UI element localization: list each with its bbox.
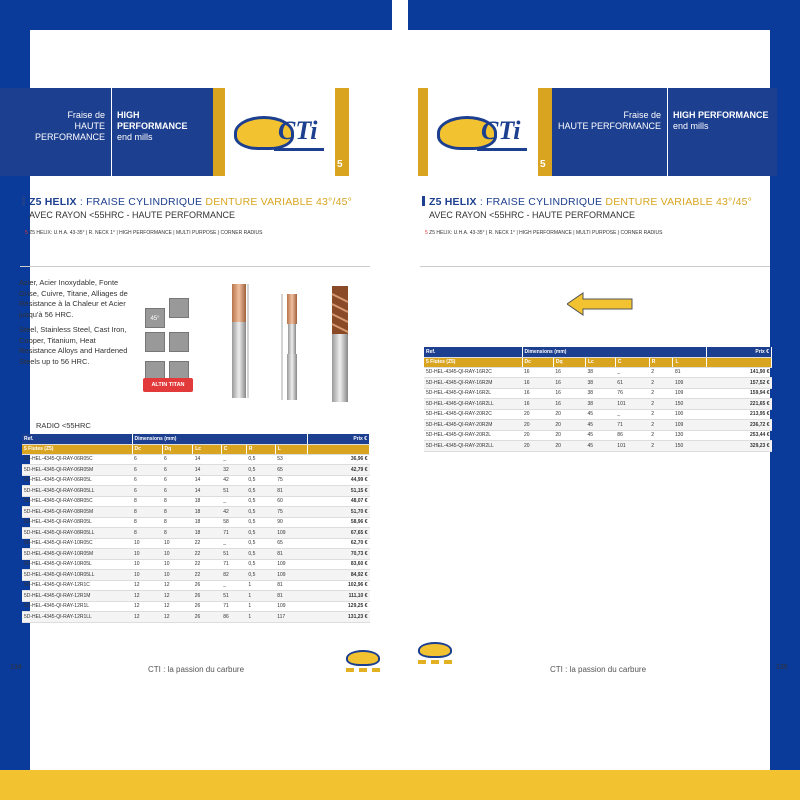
footer-slogan-right: CTI : la passion du carbure (550, 665, 647, 674)
cell-dc: 16 (522, 378, 553, 389)
product-title: Z5 HELIX : FRAISE CYLINDRIQUE DENTURE VARIABLE 43°/45° (422, 196, 752, 208)
cell-r: 0,5 (246, 465, 275, 476)
cell-r: 2 (649, 399, 673, 410)
cell-lc: 45 (585, 420, 615, 431)
table-row (22, 507, 370, 518)
material-description-fr: Acier, Acier Inoxydable, Fonte Grise, Cuivre, Titane, Alliages de Résistance à la Chaleur et Acier jusqu'à 56 HRC. (19, 278, 128, 319)
cell-dc: 20 (522, 430, 553, 441)
cell-ref: 5D-HEL-4345-QI-RAY-16R2L (424, 388, 522, 399)
logo: CTi (225, 88, 335, 176)
cell-price: 129,25 € (308, 601, 370, 612)
cell-dq: 16 (553, 399, 585, 410)
cell-price: 157,52 € (707, 378, 772, 389)
cell-ref: 5D-HEL-4345-QI-RAY-10R05M (22, 549, 132, 560)
cell-dq: 20 (553, 420, 585, 431)
cell-dc: 12 (132, 612, 162, 623)
cell-dq: 10 (162, 549, 193, 560)
table-row (22, 538, 370, 549)
product-title: Z5 HELIX : FRAISE CYLINDRIQUE DENTURE VARIABLE 43°/45° (22, 196, 352, 208)
cell-l: 53 (275, 454, 307, 465)
cell-lc: 26 (193, 580, 222, 591)
end-mill-2-icon (282, 294, 297, 400)
cell-ref: 5D-HEL-4345-QI-RAY-12R1LL (22, 612, 132, 623)
cell-ref: 5D-HEL-4345-QI-RAY-06R05L (22, 475, 132, 486)
cell-dq: 10 (162, 570, 193, 581)
cell-lc: 38 (585, 378, 615, 389)
cell-c: 76 (615, 388, 649, 399)
cell-ref: 5D-HEL-4345-QI-RAY-08R05L (22, 517, 132, 528)
material-icons (143, 296, 193, 388)
cell-lc: 45 (585, 409, 615, 420)
cell-l: 109 (275, 528, 307, 539)
cell-ref: 5D-HEL-4345-QI-RAY-20R2L (424, 430, 522, 441)
cell-l: 109 (275, 570, 307, 581)
cell-r: 0,5 (246, 528, 275, 539)
table-row (22, 601, 370, 612)
table-row (22, 591, 370, 602)
cell-c: 86 (615, 430, 649, 441)
cell-lc: 26 (193, 591, 222, 602)
cell-price: 83,60 € (308, 559, 370, 570)
cell-dq: 16 (553, 378, 585, 389)
cell-lc: 18 (193, 507, 222, 518)
cell-lc: 14 (193, 486, 222, 497)
cell-l: 75 (275, 507, 307, 518)
cell-ref: 5D-HEL-4345-QI-RAY-12R1C (22, 580, 132, 591)
cell-ref: 5D-HEL-4345-QI-RAY-08R05M (22, 507, 132, 518)
cell-dq: 10 (162, 559, 193, 570)
cell-dc: 6 (132, 465, 162, 476)
cell-dq: 8 (162, 507, 193, 518)
cell-r: 0,5 (246, 549, 275, 560)
cell-dq: 12 (162, 601, 193, 612)
frame-bottom-band (0, 770, 800, 800)
header-en: HIGH PERFORMANCE end mills (116, 110, 188, 142)
cell-dq: 20 (553, 409, 585, 420)
cell-ref: 5D-HEL-4345-QI-RAY-16R2C (424, 367, 522, 378)
right-header (418, 88, 777, 176)
cell-dq: 12 (162, 591, 193, 602)
cell-lc: 38 (585, 388, 615, 399)
cell-lc: 14 (193, 465, 222, 476)
cell-lc: 22 (193, 538, 222, 549)
cell-dc: 10 (132, 538, 162, 549)
left-product-table (22, 434, 370, 623)
product-tags: 5 Z5 HELIX: U.H.A. 43-35° | R. NECK 1° | HIGH PERFORMANCE | MULTI PURPOSE | CORNER RADIUS (25, 230, 263, 236)
section-tab (213, 88, 225, 176)
cell-dc: 6 (132, 475, 162, 486)
cell-c: 51 (221, 591, 246, 602)
cell-ref: 5D-HEL-4345-QI-RAY-16R2M (424, 378, 522, 389)
right-product-table (424, 347, 772, 452)
footer-slogan-left: CTI : la passion du carbure (148, 665, 245, 674)
cell-ref: 5D-HEL-4345-QI-RAY-06R05LL (22, 486, 132, 497)
cell-dc: 16 (522, 388, 553, 399)
cell-dc: 12 (132, 580, 162, 591)
cell-ref: 5D-HEL-4345-QI-RAY-20R2C (424, 409, 522, 420)
cell-l: 109 (673, 388, 707, 399)
table-row (424, 399, 772, 410)
cell-price: 159,94 € (707, 388, 772, 399)
table-row (424, 378, 772, 389)
cell-price: 111,10 € (308, 591, 370, 602)
cell-price: 67,65 € (308, 528, 370, 539)
cell-r: 0,5 (246, 454, 275, 465)
cell-c: 71 (615, 420, 649, 431)
table-row (22, 528, 370, 539)
cell-r: 0,5 (246, 570, 275, 581)
coating-badge: ALTIN TITAN (143, 378, 193, 392)
cell-ref: 5D-HEL-4345-QI-RAY-12R1M (22, 591, 132, 602)
table-row (22, 570, 370, 581)
cell-r: 0,5 (246, 475, 275, 486)
cell-r: 2 (649, 378, 673, 389)
cell-dq: 8 (162, 517, 193, 528)
cell-l: 81 (275, 486, 307, 497)
cell-dq: 20 (553, 441, 585, 452)
cell-c: 58 (221, 517, 246, 528)
cell-ref: 5D-HEL-4345-QI-RAY-08R05C (22, 496, 132, 507)
cell-dc: 12 (132, 601, 162, 612)
left-arrow-icon (567, 292, 633, 316)
cell-dq: 8 (162, 496, 193, 507)
cell-c: _ (221, 538, 246, 549)
cell-c: 32 (221, 465, 246, 476)
table-row (22, 475, 370, 486)
left-header (0, 88, 349, 176)
cell-price: 70,73 € (308, 549, 370, 560)
cell-dc: 10 (132, 549, 162, 560)
cell-lc: 18 (193, 517, 222, 528)
section-number: 5 (540, 159, 546, 170)
cell-price: 42,79 € (308, 465, 370, 476)
cell-l: 81 (275, 591, 307, 602)
cell-l: 100 (673, 409, 707, 420)
header-fr: Fraise de HAUTE PERFORMANCE (0, 88, 112, 176)
table-header-row: Ref. Dimensions (mm) Prix € (22, 434, 370, 444)
table-header-row: Ref. Dimensions (mm) Prix € (424, 347, 772, 357)
cell-ref: 5D-HEL-4345-QI-RAY-10R05LL (22, 570, 132, 581)
table-row (424, 430, 772, 441)
table-row (22, 549, 370, 560)
cell-l: 109 (275, 601, 307, 612)
cell-l: 109 (673, 378, 707, 389)
cell-l: 65 (275, 465, 307, 476)
logo: CTi (428, 88, 538, 176)
cell-lc: 38 (585, 367, 615, 378)
cell-c: 101 (615, 441, 649, 452)
cell-r: 0,5 (246, 538, 275, 549)
cell-c: 51 (221, 486, 246, 497)
cell-r: 2 (649, 367, 673, 378)
table-row (22, 496, 370, 507)
cell-dq: 6 (162, 465, 193, 476)
cell-r: 1 (246, 612, 275, 623)
cell-lc: 45 (585, 430, 615, 441)
table-subheader-row: 5 Flutes (Z5) Dc Dq Lc C R L (22, 444, 370, 454)
separator (420, 266, 770, 267)
cell-l: 109 (673, 420, 707, 431)
cell-c: 51 (221, 549, 246, 560)
cell-dq: 12 (162, 580, 193, 591)
cell-dq: 10 (162, 538, 193, 549)
cell-dc: 10 (132, 570, 162, 581)
slotting-icon (169, 332, 189, 352)
cell-r: 2 (649, 409, 673, 420)
cell-r: 1 (246, 591, 275, 602)
cell-dc: 8 (132, 528, 162, 539)
table-row (22, 580, 370, 591)
cell-c: 71 (221, 528, 246, 539)
table-subheader-row: 5 Flutes (Z5) Dc Dq Lc C R L (424, 357, 772, 367)
cell-lc: 14 (193, 475, 222, 486)
product-tags: 5 Z5 HELIX: U.H.A. 43-35° | R. NECK 1° | HIGH PERFORMANCE | MULTI PURPOSE | CORNER RADIUS (425, 230, 663, 236)
cell-dq: 6 (162, 454, 193, 465)
cell-l: 150 (673, 441, 707, 452)
cell-r: 2 (649, 430, 673, 441)
section-number-tab (335, 88, 349, 176)
cell-c: _ (221, 496, 246, 507)
cell-lc: 18 (193, 528, 222, 539)
cell-lc: 26 (193, 612, 222, 623)
table-row (22, 517, 370, 528)
cell-price: 253,44 € (707, 430, 772, 441)
header-en: HIGH PERFORMANCE end mills (673, 110, 769, 131)
cell-l: 81 (275, 580, 307, 591)
cell-price: 36,96 € (308, 454, 370, 465)
cell-price: 236,72 € (707, 420, 772, 431)
cell-price: 44,99 € (308, 475, 370, 486)
cell-lc: 18 (193, 496, 222, 507)
cell-r: 0,5 (246, 507, 275, 518)
cell-price: 84,92 € (308, 570, 370, 581)
cell-ref: 5D-HEL-4345-QI-RAY-20R2LL (424, 441, 522, 452)
cell-dc: 6 (132, 454, 162, 465)
cell-lc: 22 (193, 559, 222, 570)
cell-dc: 16 (522, 367, 553, 378)
table-row (22, 612, 370, 623)
cell-lc: 14 (193, 454, 222, 465)
cell-dq: 12 (162, 612, 193, 623)
table-row (424, 420, 772, 431)
cell-dc: 8 (132, 517, 162, 528)
cell-c: _ (221, 580, 246, 591)
material-description-en: Steel, Stainless Steel, Cast Iron, Cooper, Titanium, Heat Resistance Alloys and Hardened Steels up to 56 HRC. (19, 325, 128, 366)
cell-l: 109 (275, 559, 307, 570)
cell-dq: 20 (553, 430, 585, 441)
cell-r: 2 (649, 388, 673, 399)
left-title-block (22, 196, 352, 236)
page-number-right: 135 (776, 664, 788, 671)
cell-dq: 16 (553, 367, 585, 378)
cell-dc: 20 (522, 409, 553, 420)
cell-dc: 16 (522, 399, 553, 410)
cell-l: 60 (275, 496, 307, 507)
cell-dc: 20 (522, 441, 553, 452)
cell-ref: 5D-HEL-4345-QI-RAY-08R05LL (22, 528, 132, 539)
cell-c: _ (221, 454, 246, 465)
cell-lc: 26 (193, 601, 222, 612)
end-mill-3-icon (332, 286, 348, 402)
cell-c: 42 (221, 507, 246, 518)
footer-logo-icon (346, 650, 380, 672)
cell-price: 58,96 € (308, 517, 370, 528)
cell-c: 42 (221, 475, 246, 486)
cell-c: 86 (221, 612, 246, 623)
cell-c: 71 (221, 559, 246, 570)
cell-r: 1 (246, 601, 275, 612)
cell-r: 1 (246, 580, 275, 591)
section-number: 5 (337, 159, 343, 170)
radius-label: RADIO <55HRC (36, 421, 91, 430)
cell-lc: 22 (193, 570, 222, 581)
side-milling-icon (145, 332, 165, 352)
page-number-left: 134 (10, 664, 22, 671)
cell-price: 48,07 € (308, 496, 370, 507)
cell-dc: 6 (132, 486, 162, 497)
cell-lc: 38 (585, 399, 615, 410)
cell-dc: 20 (522, 420, 553, 431)
cell-l: 81 (673, 367, 707, 378)
table-row (424, 367, 772, 378)
cell-c: _ (615, 409, 649, 420)
cell-r: 2 (649, 420, 673, 431)
cell-ref: 5D-HEL-4345-QI-RAY-16R2LL (424, 399, 522, 410)
table-row (424, 441, 772, 452)
cell-price: 102,96 € (308, 580, 370, 591)
cell-dq: 8 (162, 528, 193, 539)
cell-c: 82 (221, 570, 246, 581)
cell-price: 141,90 € (707, 367, 772, 378)
table-row (424, 388, 772, 399)
material-description (19, 278, 131, 372)
cell-price: 213,95 € (707, 409, 772, 420)
cell-dc: 12 (132, 591, 162, 602)
helix-icon (169, 298, 189, 318)
cell-c: 61 (615, 378, 649, 389)
cell-price: 221,65 € (707, 399, 772, 410)
angle-45-icon: 45° (145, 308, 165, 328)
cell-price: 51,70 € (308, 507, 370, 518)
table-row (22, 465, 370, 476)
cell-r: 0,5 (246, 517, 275, 528)
frame-spine (392, 0, 408, 770)
cell-l: 75 (275, 475, 307, 486)
header-fr: Fraise de HAUTE PERFORMANCE (552, 88, 668, 176)
cell-ref: 5D-HEL-4345-QI-RAY-20R2M (424, 420, 522, 431)
separator (20, 266, 370, 267)
cell-lc: 45 (585, 441, 615, 452)
end-mill-1-icon (232, 284, 248, 398)
product-subtitle: AVEC RAYON <55HRC - HAUTE PERFORMANCE (429, 210, 635, 220)
cell-dq: 16 (553, 388, 585, 399)
cell-dq: 6 (162, 475, 193, 486)
cell-c: _ (615, 367, 649, 378)
table-row (22, 454, 370, 465)
section-number-tab (538, 88, 552, 176)
cell-l: 81 (275, 549, 307, 560)
footer-logo-icon (418, 642, 452, 664)
cell-price: 329,23 € (707, 441, 772, 452)
right-title-block (422, 196, 752, 236)
cell-ref: 5D-HEL-4345-QI-RAY-06R05M (22, 465, 132, 476)
cell-ref: 5D-HEL-4345-QI-RAY-10R05C (22, 538, 132, 549)
cell-r: 0,5 (246, 486, 275, 497)
cell-ref: 5D-HEL-4345-QI-RAY-06R05C (22, 454, 132, 465)
cell-lc: 22 (193, 549, 222, 560)
cell-price: 131,23 € (308, 612, 370, 623)
cell-l: 117 (275, 612, 307, 623)
product-subtitle: AVEC RAYON <55HRC - HAUTE PERFORMANCE (29, 210, 235, 220)
cell-price: 62,70 € (308, 538, 370, 549)
cell-price: 51,15 € (308, 486, 370, 497)
cell-l: 65 (275, 538, 307, 549)
cell-ref: 5D-HEL-4345-QI-RAY-12R1L (22, 601, 132, 612)
cell-l: 150 (673, 399, 707, 410)
cell-dc: 10 (132, 559, 162, 570)
cell-l: 130 (673, 430, 707, 441)
cell-r: 0,5 (246, 496, 275, 507)
cell-dq: 6 (162, 486, 193, 497)
cell-c: 71 (221, 601, 246, 612)
cell-r: 0,5 (246, 559, 275, 570)
table-row (22, 486, 370, 497)
end-mill-drawings (212, 276, 362, 416)
table-row (424, 409, 772, 420)
cell-dc: 8 (132, 507, 162, 518)
cell-ref: 5D-HEL-4345-QI-RAY-10R05L (22, 559, 132, 570)
cell-dc: 8 (132, 496, 162, 507)
cell-r: 2 (649, 441, 673, 452)
table-row (22, 559, 370, 570)
cell-c: 101 (615, 399, 649, 410)
cell-l: 90 (275, 517, 307, 528)
